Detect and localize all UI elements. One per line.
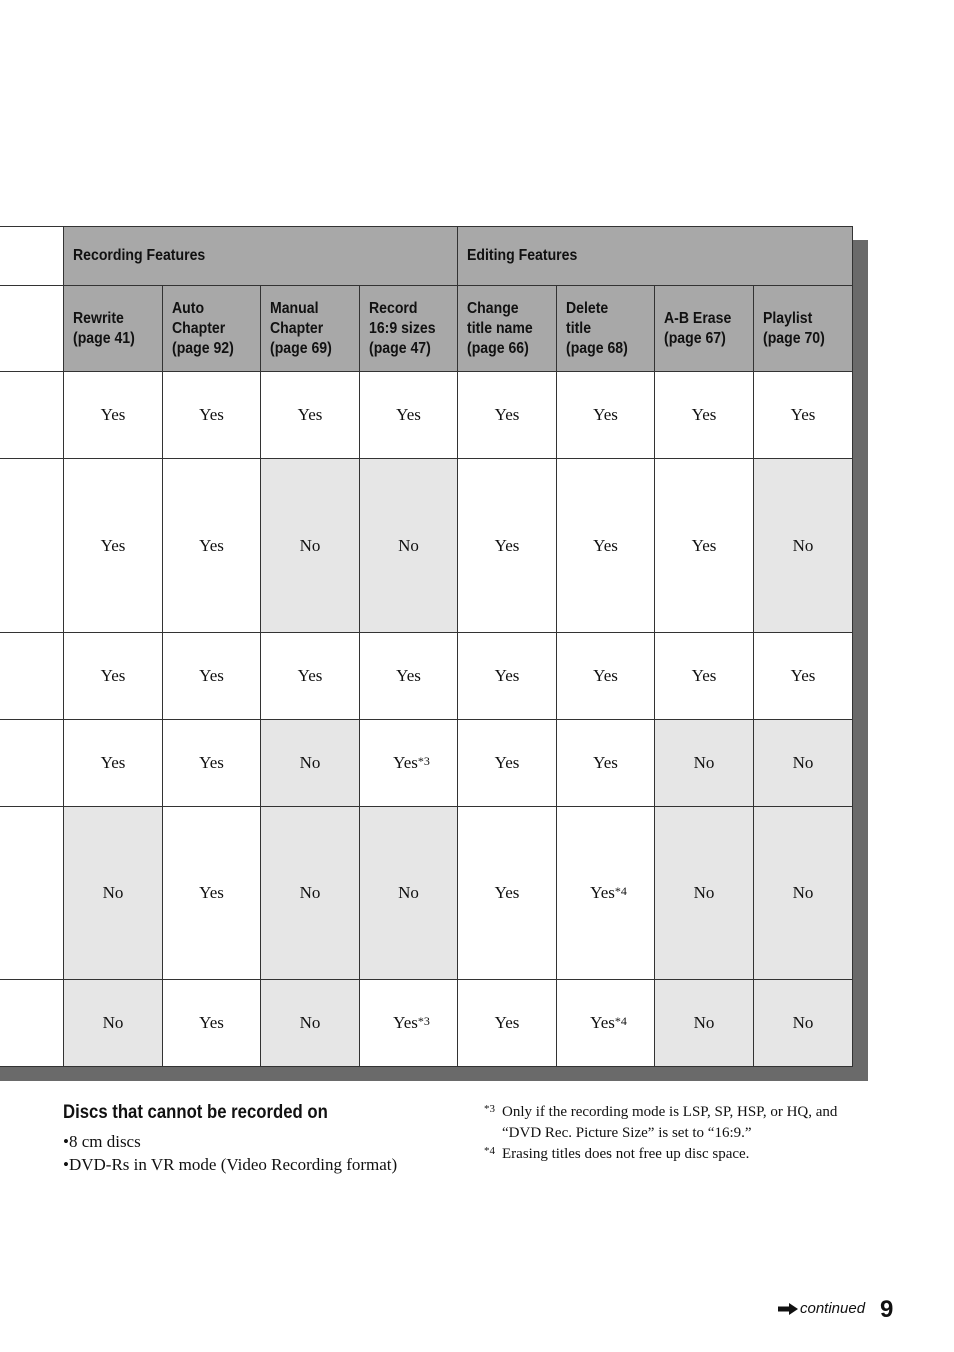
table-cell (457, 458, 556, 632)
column-header-label: Playlist (page 70) (763, 309, 825, 347)
table-cell (260, 371, 359, 458)
table-cell (556, 371, 654, 458)
column-header-label: Delete title (page 68) (566, 299, 628, 357)
cell-value: Yes (790, 405, 816, 424)
table-cell (654, 371, 753, 458)
cell-value: Yes (393, 753, 418, 772)
cell-value: No (102, 1013, 124, 1032)
cell-value: No (299, 1013, 321, 1032)
table-cell (753, 458, 852, 632)
cell-value: Yes (199, 405, 224, 424)
table-cell (63, 632, 162, 719)
column-header (260, 285, 359, 371)
table-cell (260, 979, 359, 1066)
column-header (359, 285, 457, 371)
table-cell (359, 458, 457, 632)
table-cell (654, 719, 753, 806)
cell-value: No (102, 883, 124, 902)
table-cell (753, 719, 852, 806)
cell-value: Yes (100, 535, 126, 555)
row-label-cell (0, 719, 63, 806)
footnote-mark: *4 (484, 1145, 495, 1157)
cell-value: Yes (393, 1013, 418, 1032)
table-cell (556, 458, 654, 632)
cell-value: Yes (691, 405, 717, 424)
table-cell (359, 719, 457, 806)
column-header (556, 285, 654, 371)
cell-value: Yes (199, 753, 224, 772)
table-cell (63, 458, 162, 632)
table-cell (162, 632, 260, 719)
column-header-label: Record 16:9 sizes (page 47) (369, 299, 436, 357)
table-cell (457, 979, 556, 1066)
table-cell (260, 632, 359, 719)
table-cell (162, 806, 260, 979)
group-header-label: Recording Features (73, 247, 206, 264)
cell-value: No (398, 883, 419, 902)
row-label-cell (0, 371, 63, 458)
footnote-ref: *4 (614, 883, 627, 898)
cell-value: Yes (691, 535, 717, 555)
cell-value: Yes (494, 883, 520, 902)
table-cell (260, 458, 359, 632)
continued-label: continued (800, 1300, 866, 1317)
cell-value: Yes (494, 405, 520, 424)
column-header-label: Auto Chapter (page 92) (172, 299, 234, 357)
table-cell (556, 979, 654, 1066)
table-cell (654, 806, 753, 979)
column-header (654, 285, 753, 371)
footnote-ref: *3 (417, 1013, 430, 1028)
cell-value: Yes (297, 405, 323, 424)
row-label-cell (0, 632, 63, 719)
table-cell (162, 371, 260, 458)
table-cell (556, 632, 654, 719)
cell-value: Yes (297, 666, 323, 685)
cell-value: Yes (593, 666, 618, 685)
cell-value: Yes (691, 666, 717, 685)
table-cell (359, 979, 457, 1066)
feature-table (0, 226, 853, 1067)
continued-indicator (778, 1300, 865, 1317)
table-cell (162, 979, 260, 1066)
row-label-cell (0, 458, 63, 632)
cell-value: Yes (396, 666, 421, 685)
footnotes (484, 1102, 874, 1165)
column-header (63, 285, 162, 371)
column-header (457, 285, 556, 371)
table-cell (654, 458, 753, 632)
cell-value: No (693, 1013, 715, 1032)
footnote-text: Only if the recording mode is LSP, SP, HSP, or HQ, and “DVD Rec. Picture Size” is set to “16:9.” (502, 1104, 838, 1141)
cell-value: Yes (199, 883, 224, 902)
table-bottom-border (0, 1066, 852, 1067)
group-header (457, 226, 852, 285)
table-cell (63, 371, 162, 458)
column-header (162, 285, 260, 371)
cell-value: Yes (590, 883, 615, 902)
table-cell (63, 979, 162, 1066)
column-header-label: A-B Erase (page 67) (664, 309, 732, 347)
cell-value: Yes (590, 1013, 615, 1032)
table-cell (457, 719, 556, 806)
table-cell (556, 719, 654, 806)
discs-note-list (63, 1130, 463, 1176)
column-header-label: Rewrite (page 41) (73, 309, 135, 347)
table-cell (260, 806, 359, 979)
cell-value: Yes (199, 666, 224, 685)
cell-value: Yes (790, 666, 816, 685)
table-cell (457, 632, 556, 719)
cell-value: No (299, 883, 321, 902)
cell-value: No (299, 535, 321, 555)
table-cell (162, 719, 260, 806)
cell-value: No (693, 753, 715, 772)
cell-value: Yes (199, 535, 224, 555)
cell-value: Yes (100, 666, 126, 685)
table-cell (457, 806, 556, 979)
table-cell (753, 371, 852, 458)
row-label-cell (0, 285, 63, 371)
cell-value: No (792, 883, 814, 902)
cell-value: Yes (593, 753, 618, 772)
footnote-text: Erasing titles does not free up disc space. (502, 1146, 750, 1162)
cell-value: No (299, 753, 321, 772)
page-number: 9 (880, 1296, 894, 1323)
table-cell (359, 632, 457, 719)
table-cell (753, 979, 852, 1066)
column-header (753, 285, 852, 371)
column-header-label: Change title name (page 66) (467, 299, 533, 357)
cell-value: No (693, 883, 715, 902)
table-cell (260, 719, 359, 806)
cell-value: Yes (593, 405, 618, 424)
footnote (484, 1144, 874, 1165)
cell-value: Yes (396, 405, 421, 424)
row-label-cell (0, 226, 63, 285)
column-header-label: Manual Chapter (page 69) (270, 299, 332, 357)
table-cell (753, 632, 852, 719)
cell-value: Yes (593, 535, 618, 555)
cell-value: Yes (494, 1013, 520, 1032)
discs-note (63, 1102, 463, 1176)
table-cell (162, 458, 260, 632)
row-label-cell (0, 979, 63, 1066)
table-cell (654, 632, 753, 719)
cell-value: Yes (100, 753, 126, 772)
discs-note-item: • DVD-Rs in VR mode (Video Recording format) (63, 1153, 463, 1176)
footnote (484, 1102, 874, 1144)
footnote-ref: *3 (417, 753, 430, 768)
table-cell (556, 806, 654, 979)
group-header-label: Editing Features (467, 247, 578, 264)
table-cell (753, 806, 852, 979)
table-cell (457, 371, 556, 458)
table-cell (654, 979, 753, 1066)
cell-value: Yes (494, 753, 520, 772)
cell-value: Yes (100, 405, 126, 424)
discs-note-item: • 8 cm discs (63, 1130, 463, 1153)
table-cell (359, 806, 457, 979)
cell-value: No (792, 753, 814, 772)
cell-value: No (792, 1013, 814, 1032)
cell-value: Yes (494, 666, 520, 685)
discs-note-title: Discs that cannot be recorded on (63, 1102, 328, 1123)
cell-value: No (398, 535, 419, 555)
table-cell (63, 719, 162, 806)
cell-value: No (792, 535, 814, 555)
footnote-mark: *3 (484, 1103, 495, 1115)
cell-value: Yes (199, 1013, 224, 1032)
group-header (63, 226, 457, 285)
arrow-right-icon (778, 1303, 798, 1315)
cell-value: Yes (494, 535, 520, 555)
table-cell (63, 806, 162, 979)
footnote-ref: *4 (614, 1013, 627, 1028)
row-label-cell (0, 806, 63, 979)
table-cell (359, 371, 457, 458)
